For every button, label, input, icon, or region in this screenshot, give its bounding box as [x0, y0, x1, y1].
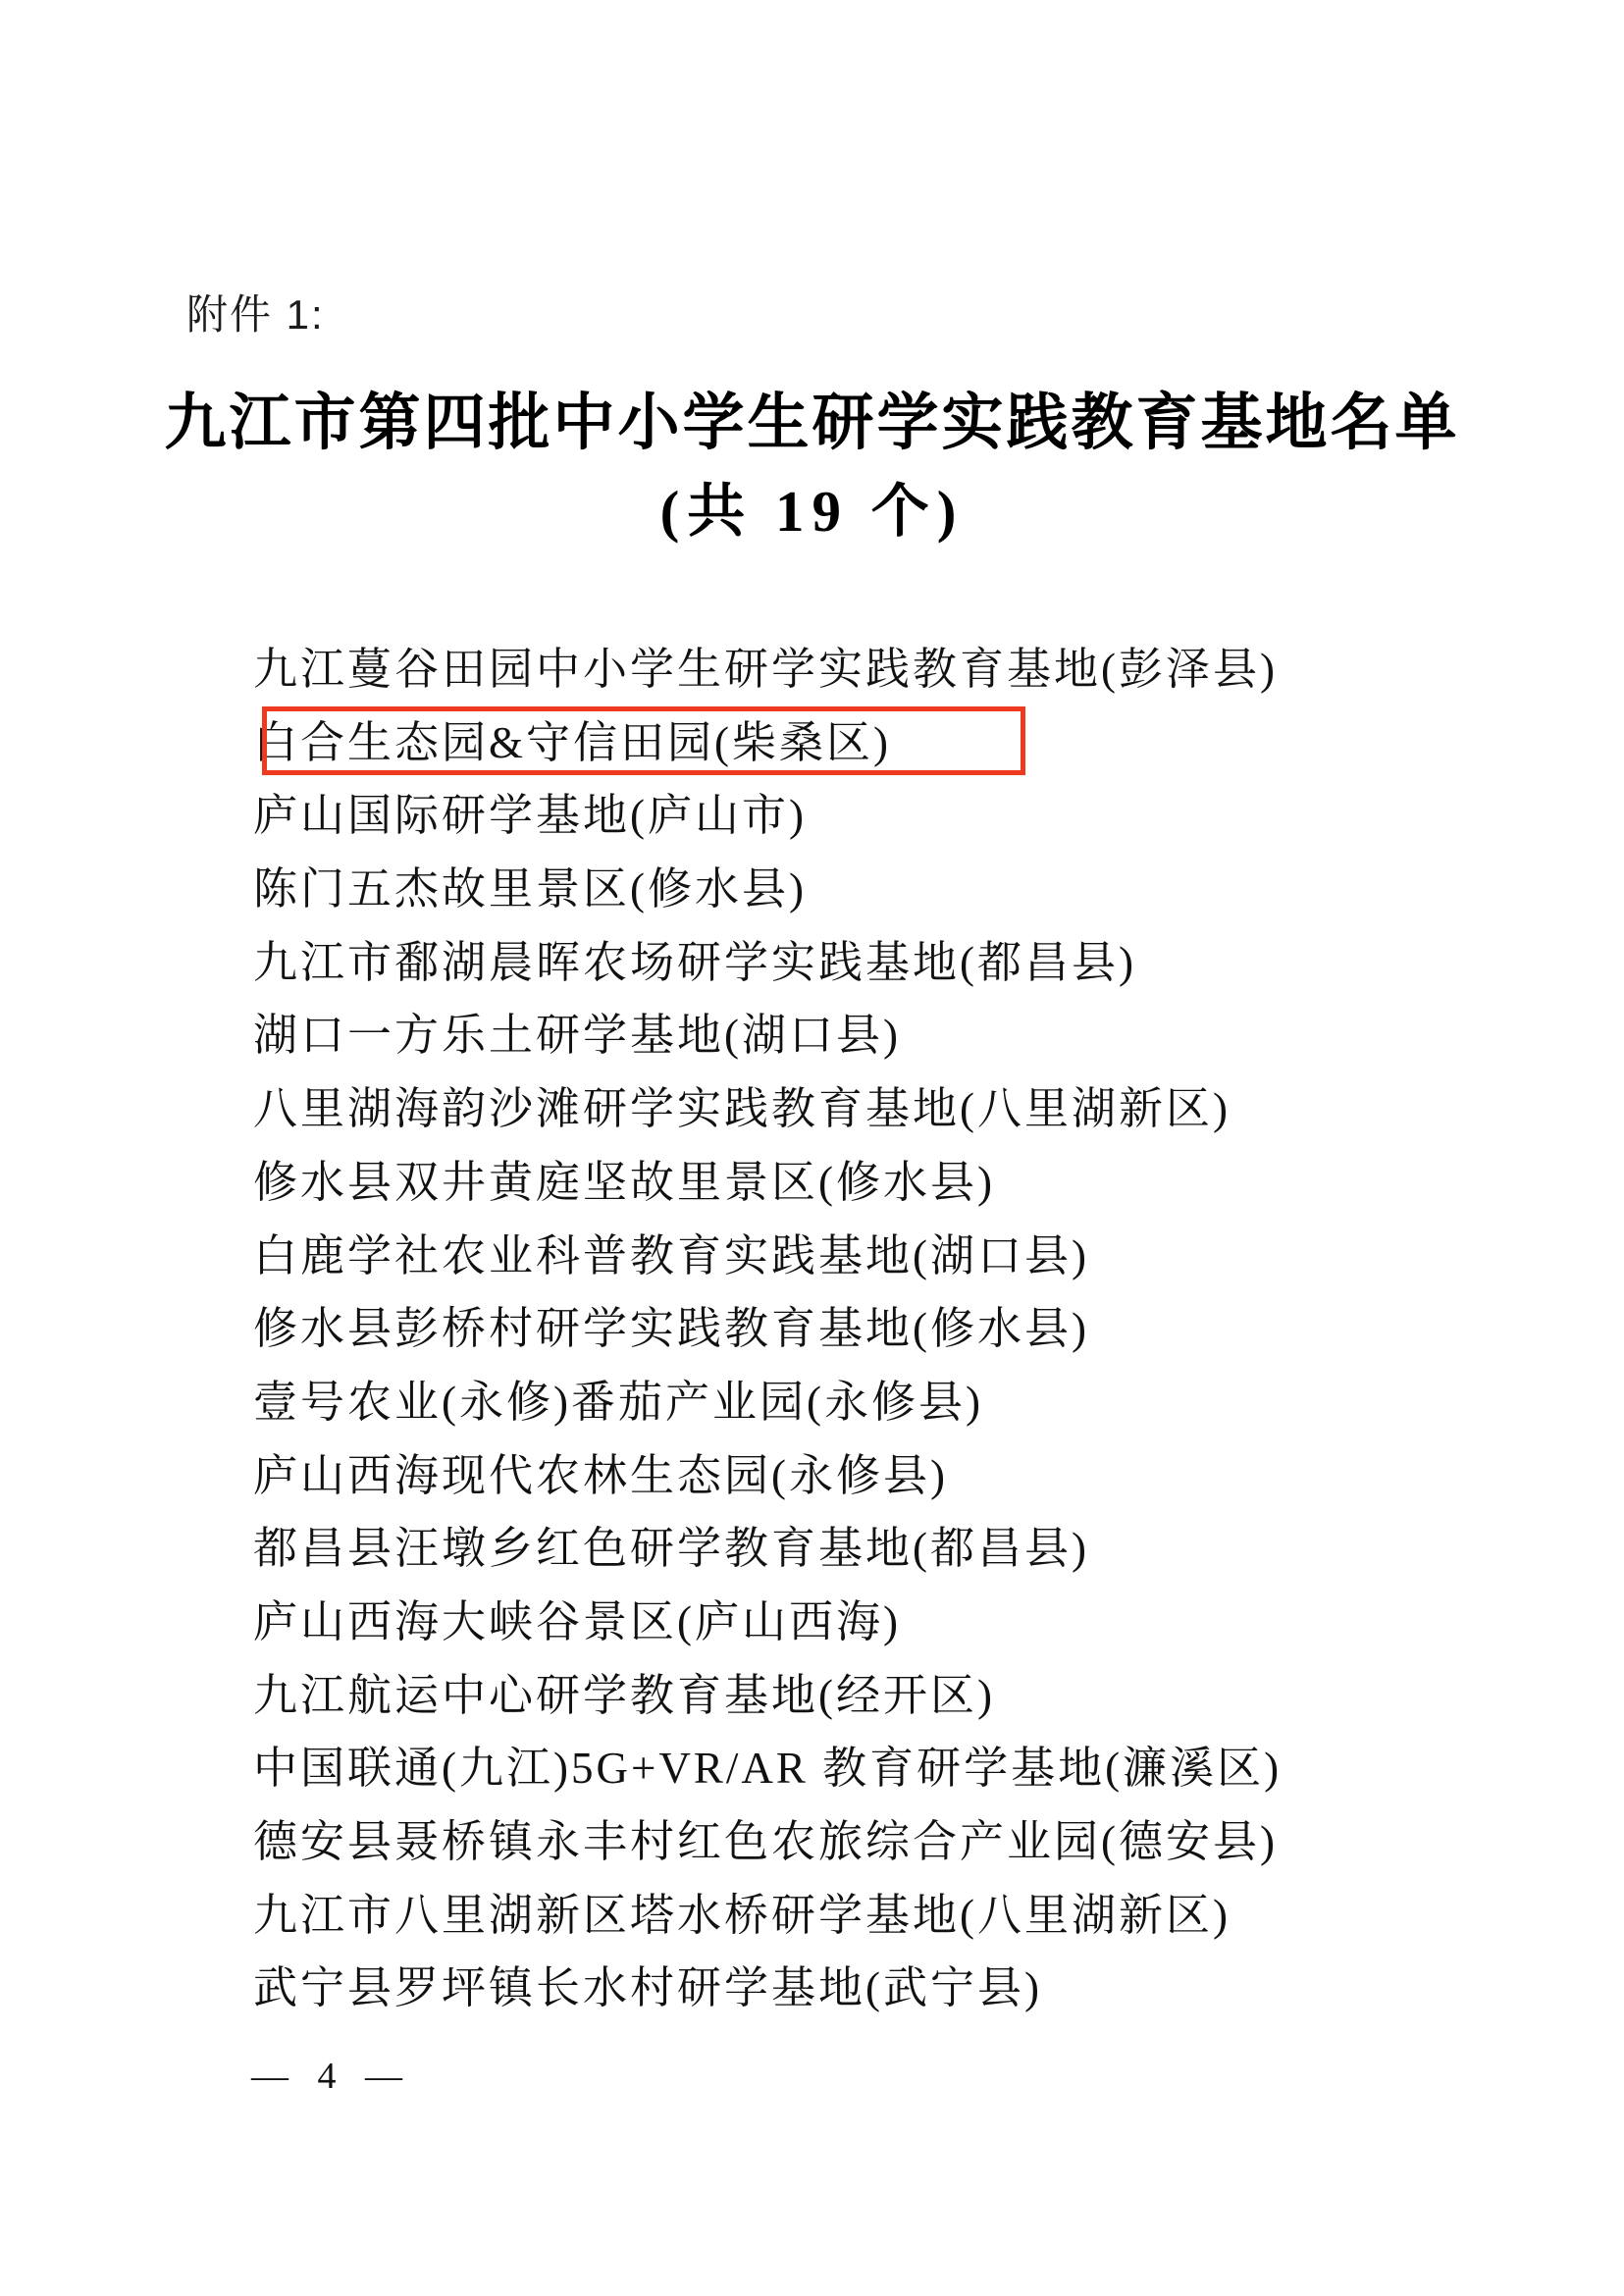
list-item: 九江蔓谷田园中小学生研学实践教育基地(彭泽县) [253, 645, 1278, 694]
base-list [253, 633, 1282, 2025]
list-item: 九江市鄱湖晨晖农场研学实践基地(都昌县) [253, 937, 1136, 987]
list-item: 修水县双井黄庭坚故里景区(修水县) [253, 1157, 995, 1207]
attachment-label: 附件 1: [186, 291, 325, 338]
list-item: 壹号农业(永修)番茄产业园(永修县) [253, 1377, 983, 1427]
list-item: 修水县彭桥村研学实践教育基地(修水县) [253, 1304, 1089, 1354]
page-subtitle: (共 19 个) [659, 479, 965, 544]
list-item: 九江市八里湖新区塔水桥研学基地(八里湖新区) [253, 1890, 1231, 1940]
list-item: 九江航运中心研学教育基地(经开区) [253, 1670, 995, 1720]
list-item-highlighted: 白合生态园&守信田园(柴桑区) [253, 717, 891, 767]
list-item: 庐山国际研学基地(庐山市) [253, 791, 807, 841]
list-item: 武宁县罗坪镇长水村研学基地(武宁县) [253, 1963, 1042, 2013]
page-number: — 4 — [251, 2056, 412, 2097]
list-item: 德安县聂桥镇永丰村红色农旅综合产业园(德安县) [253, 1817, 1278, 1866]
list-item: 庐山西海大峡谷景区(庐山西海) [253, 1596, 901, 1646]
page-title: 九江市第四批中小学生研学实践教育基地名单 [164, 389, 1460, 457]
list-item: 庐山西海现代农林生态园(永修县) [253, 1450, 948, 1500]
list-item: 八里湖海韵沙滩研学实践教育基地(八里湖新区) [253, 1084, 1231, 1134]
list-item: 都昌县汪墩乡红色研学教育基地(都昌县) [253, 1524, 1089, 1574]
list-item: 湖口一方乐土研学基地(湖口县) [253, 1011, 901, 1061]
list-item: 白鹿学社农业科普教育实践基地(湖口县) [253, 1230, 1089, 1280]
list-item: 陈门五杰故里景区(修水县) [253, 864, 807, 914]
list-item: 中国联通(九江)5G+VR/AR 教育研学基地(濂溪区) [253, 1744, 1283, 1794]
